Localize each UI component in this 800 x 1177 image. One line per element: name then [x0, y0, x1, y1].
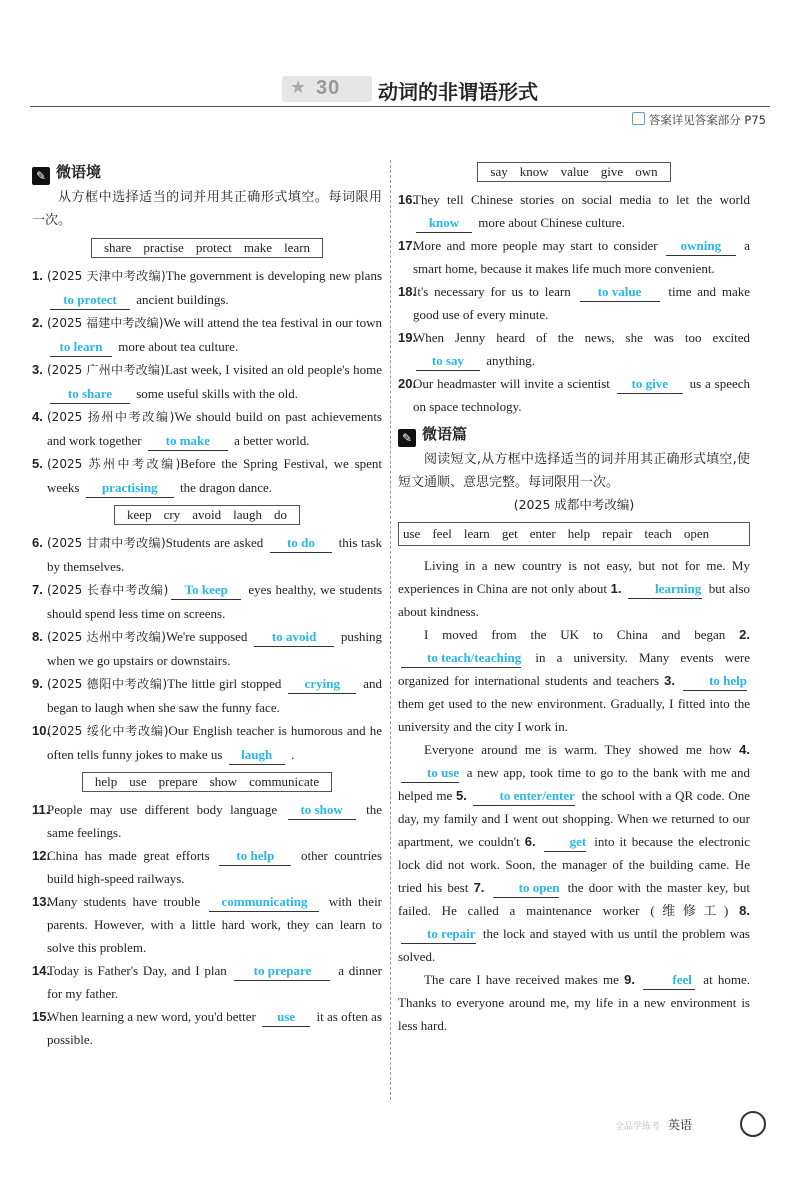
question-text: We will attend the tea festival in our town: [163, 315, 383, 330]
passage-text: I moved from the UK to China and began: [424, 627, 740, 642]
page-number-badge: [282, 76, 372, 102]
answer-blank[interactable]: get: [544, 833, 587, 852]
word-option: practise: [143, 240, 184, 255]
question-number: 7.: [32, 582, 43, 597]
word-box: [82, 772, 332, 792]
question-text: us a speech on space technology.: [413, 376, 751, 414]
question-number: 8.: [32, 629, 43, 644]
question-text: Our English teacher is humorous and he often tells funny jokes to make us: [47, 723, 382, 762]
passage-source: (2025 成都中考改编): [513, 497, 635, 512]
question-number: 14.: [32, 963, 51, 978]
word-option: get: [501, 526, 518, 541]
question-item: [32, 844, 382, 890]
word-box: [398, 522, 750, 546]
passage-text: a new app, took time to go to the bank with me and helped me: [398, 765, 750, 803]
answer-blank[interactable]: to make: [148, 432, 228, 451]
question-source: (2025 长春中考改编): [47, 583, 169, 597]
question-text: China has made great efforts: [47, 848, 210, 863]
question-text: and began to laugh when she saw the funny face.: [47, 676, 383, 715]
passage: [398, 554, 750, 1037]
question-item: [32, 959, 382, 1005]
blank-number: 4.: [739, 742, 750, 757]
question-text: with their parents. However, with a little hard work, they can learn to solve this problem.: [47, 894, 383, 955]
word-option: use: [403, 526, 421, 541]
question-source: (2025 天津中考改编): [47, 269, 166, 283]
answer-blank[interactable]: to help: [219, 847, 291, 866]
question-number: 20.: [398, 376, 417, 391]
question-item: [32, 311, 382, 358]
passage-text: in a university. Many events were organized for international students and teachers: [398, 650, 750, 688]
question-group: [32, 531, 382, 766]
right-column: [398, 160, 750, 1037]
question-source: (2025 广州中考改编): [47, 363, 166, 377]
question-text: When Jenny heard of the news, she was too excited: [413, 330, 750, 345]
question-source: (2025 甘肃中考改编): [47, 536, 166, 550]
word-option: protect: [195, 240, 232, 255]
question-item: [398, 326, 750, 372]
question-text: eyes healthy, we students should spend less time on screens.: [47, 582, 382, 621]
question-text: Today is Father's Day, and I plan: [47, 963, 227, 978]
question-text: the dragon dance.: [180, 480, 273, 495]
question-group: [32, 264, 382, 499]
question-number: 9.: [32, 676, 43, 691]
blank-number: 7.: [473, 880, 485, 895]
question-number: 2.: [32, 315, 43, 330]
question-text: More and more people may start to consider: [413, 238, 658, 253]
passage-text: the door with the master key, but failed. He called a maintenance worker (维修工): [398, 880, 751, 918]
question-source: (2025 德阳中考改编): [47, 677, 168, 691]
question-source: (2025 绥化中考改编): [47, 724, 169, 738]
passage-text: into it because the electronic lock did not work. Soon, the manager of the building came. He tried his best: [398, 834, 751, 895]
word-option: know: [519, 164, 549, 179]
page-header: [30, 76, 770, 106]
word-option: learn: [463, 526, 490, 541]
question-text: a better world.: [234, 433, 310, 448]
question-item: [32, 890, 382, 959]
blank-number: 9.: [624, 972, 635, 987]
blank-number: 3.: [664, 673, 676, 688]
pencil-icon: ✎: [398, 429, 416, 447]
word-option: share: [103, 240, 132, 255]
word-option: help: [94, 774, 118, 789]
answer-blank[interactable]: to teach/teaching: [401, 649, 521, 668]
question-number: 6.: [32, 535, 43, 550]
subject-label: 英语: [667, 1118, 692, 1132]
answer-blank[interactable]: To keep: [171, 581, 241, 600]
section-title: ✎ 微语篇: [398, 422, 750, 446]
word-box: [91, 238, 323, 258]
answer-blank[interactable]: to use: [401, 764, 459, 783]
answer-blank[interactable]: communicating: [209, 893, 319, 912]
word-option: laugh: [233, 507, 262, 522]
question-number: 17.: [398, 238, 417, 253]
answer-blank[interactable]: to learn: [50, 338, 112, 357]
word-option: feel: [432, 526, 452, 541]
question-item: [32, 719, 382, 766]
question-item: [32, 531, 382, 578]
question-item: [32, 625, 382, 672]
question-text: Before the Spring Festival, we spent weeks: [47, 456, 383, 495]
question-text: some useful skills with the old.: [136, 386, 299, 401]
question-text: Last week, I visited an old people's home: [165, 362, 382, 377]
question-number: 11.: [32, 802, 50, 817]
document-icon: [632, 112, 645, 125]
question-item: [32, 1005, 382, 1051]
header-rule: [30, 106, 770, 107]
passage-text: The care I have received makes me: [424, 972, 625, 987]
question-text: other countries build high-speed railways.: [47, 848, 383, 886]
word-option: use: [129, 774, 147, 789]
word-option: keep: [127, 507, 152, 522]
question-item: [32, 405, 382, 452]
answer-blank[interactable]: to open: [493, 879, 560, 898]
word-box: [114, 505, 300, 525]
question-text: the same feelings.: [47, 802, 383, 840]
question-source: (2025 扬州中考改编): [47, 410, 175, 424]
word-option: say: [490, 164, 508, 179]
question-text: The government is developing new plans: [165, 268, 382, 283]
question-text: it as often as possible.: [47, 1009, 382, 1047]
word-option: communicate: [249, 774, 320, 789]
section-title: ✎ 微语境: [32, 160, 382, 184]
question-number: 15.: [32, 1009, 51, 1024]
answer-blank[interactable]: feel: [643, 971, 695, 990]
question-text: They tell Chinese stories on social media to let the world: [413, 192, 750, 207]
blank-number: 1.: [610, 581, 622, 596]
answer-blank[interactable]: to protect: [50, 291, 130, 310]
word-option: show: [209, 774, 238, 789]
blank-number: 6.: [524, 834, 536, 849]
question-number: 16.: [398, 192, 417, 207]
question-text: more about tea culture.: [118, 339, 239, 354]
question-item: [32, 672, 382, 719]
word-option: give: [600, 164, 624, 179]
question-item: [32, 452, 382, 499]
page-footer: [615, 1111, 766, 1137]
question-text: We should build on past achievements and work together: [47, 409, 382, 448]
word-option: prepare: [158, 774, 198, 789]
question-group: [32, 798, 382, 1051]
question-number: 3.: [32, 362, 43, 377]
answer-blank[interactable]: to prepare: [234, 962, 330, 981]
word-option: own: [635, 164, 658, 179]
answer-blank[interactable]: learning: [628, 580, 702, 599]
passage-paragraph: [398, 738, 750, 968]
word-option: teach: [644, 526, 672, 541]
word-option: help: [567, 526, 591, 541]
question-text: We're supposed: [165, 629, 248, 644]
answer-blank[interactable]: to value: [580, 283, 660, 302]
word-option: avoid: [192, 507, 222, 522]
answer-blank[interactable]: to repair: [401, 925, 476, 944]
question-source: (2025 苏州中考改编): [47, 457, 181, 471]
page-title: 动词的非谓语形式: [378, 80, 538, 104]
question-item: [398, 188, 750, 234]
question-text: this task by themselves.: [47, 535, 382, 574]
passage-text: Everyone around me is warm. They showed me how: [424, 742, 740, 757]
passage-paragraph: [398, 623, 750, 738]
word-option: cry: [163, 507, 181, 522]
column-divider: [390, 160, 391, 1100]
answer-blank[interactable]: use: [262, 1008, 310, 1027]
answer-reference: 答案详见答案部分 P75: [632, 112, 766, 128]
passage-paragraph: [398, 554, 750, 623]
question-number: 18.: [398, 284, 417, 299]
question-item: [398, 372, 750, 418]
question-item: [32, 578, 382, 625]
blank-number: 5.: [455, 788, 467, 803]
answer-blank[interactable]: to say: [416, 352, 480, 371]
question-item: [32, 264, 382, 311]
passage-text: the lock and stayed with us until the problem was solved.: [398, 926, 750, 964]
answer-blank[interactable]: owning: [666, 237, 736, 256]
word-option: do: [273, 507, 287, 522]
answer-blank[interactable]: to do: [270, 534, 332, 553]
question-text: When learning a new word, you'd better: [47, 1009, 256, 1024]
question-source: (2025 福建中考改编): [47, 316, 164, 330]
question-text: a dinner for my father.: [47, 963, 382, 1001]
answer-blank[interactable]: laugh: [229, 746, 285, 765]
word-option: learn: [284, 240, 311, 255]
question-text: Students are asked: [165, 535, 264, 550]
passage-text: at home. Thanks to everyone around me, my life in a new environment is less hard.: [398, 972, 750, 1033]
passage-text: but also about kindness.: [398, 581, 750, 619]
question-number: 13.: [32, 894, 51, 909]
blank-number: 8.: [739, 903, 750, 918]
question-text: It's necessary for us to learn: [413, 284, 571, 299]
word-box: [477, 162, 670, 182]
question-text: .: [290, 747, 295, 762]
question-group: [398, 188, 750, 418]
answer-blank[interactable]: crying: [288, 675, 356, 694]
passage-paragraph: [398, 968, 750, 1037]
question-item: [32, 358, 382, 405]
answer-blank[interactable]: to give: [617, 375, 683, 394]
question-text: time and make good use of every minute.: [413, 284, 751, 322]
question-text: ancient buildings.: [136, 292, 229, 307]
word-option: open: [683, 526, 710, 541]
question-number: 5.: [32, 456, 43, 471]
question-text: The little girl stopped: [167, 676, 282, 691]
question-source: (2025 达州中考改编): [47, 630, 166, 644]
passage-text: Living in a new country is not easy, but not for me. My experiences in China are not only about: [398, 558, 750, 596]
mascot-icon: [740, 1111, 766, 1137]
question-text: anything.: [486, 353, 535, 368]
question-text: pushing when we go upstairs or downstairs.: [47, 629, 382, 668]
star-icon: ★: [290, 77, 307, 97]
question-text: Our headmaster will invite a scientist: [413, 376, 610, 391]
answer-blank[interactable]: to show: [288, 801, 356, 820]
question-text: Many students have trouble: [47, 894, 201, 909]
question-number: 10.: [32, 723, 51, 738]
word-option: make: [243, 240, 273, 255]
instruction: 从方框中选择适当的词并用其正确形式填空。每词限用一次。: [32, 190, 382, 228]
question-number: 12.: [32, 848, 51, 863]
answer-blank[interactable]: practising: [86, 479, 174, 498]
pencil-icon: ✎: [32, 167, 50, 185]
passage-text: them get used to the new environment. Gradually, I fitted into the university and the city I work in.: [398, 696, 750, 734]
question-number: 19.: [398, 330, 417, 345]
question-number: 4.: [32, 409, 43, 424]
question-text: more about Chinese culture.: [478, 215, 625, 230]
question-number: 1.: [32, 268, 43, 283]
passage-text: the school with a QR code. One day, my family and I went out shopping. When we returned to our apartment, we couldn't: [398, 788, 751, 849]
answer-blank[interactable]: to enter/enter: [473, 787, 574, 806]
question-item: [398, 280, 750, 326]
page-number: 30: [316, 77, 341, 99]
word-option: enter: [529, 526, 556, 541]
instruction: 阅读短文,从方框中选择适当的词并用其正确形式填空,使短文通顺、意思完整。每词限用一次。: [398, 452, 750, 490]
answer-blank[interactable]: to avoid: [254, 628, 334, 647]
blank-number: 2.: [739, 627, 750, 642]
brand-text: 全品学练考: [614, 1122, 660, 1132]
answer-blank[interactable]: to share: [50, 385, 130, 404]
question-text: a smart home, because it makes life much more convenient.: [413, 238, 751, 276]
word-option: value: [560, 164, 589, 179]
question-text: People may use different body language: [47, 802, 278, 817]
word-option: repair: [602, 526, 633, 541]
question-item: [398, 234, 750, 280]
left-column: [32, 160, 382, 1051]
answer-blank[interactable]: to help: [683, 672, 747, 691]
answer-blank[interactable]: know: [416, 214, 472, 233]
question-item: [32, 798, 382, 844]
